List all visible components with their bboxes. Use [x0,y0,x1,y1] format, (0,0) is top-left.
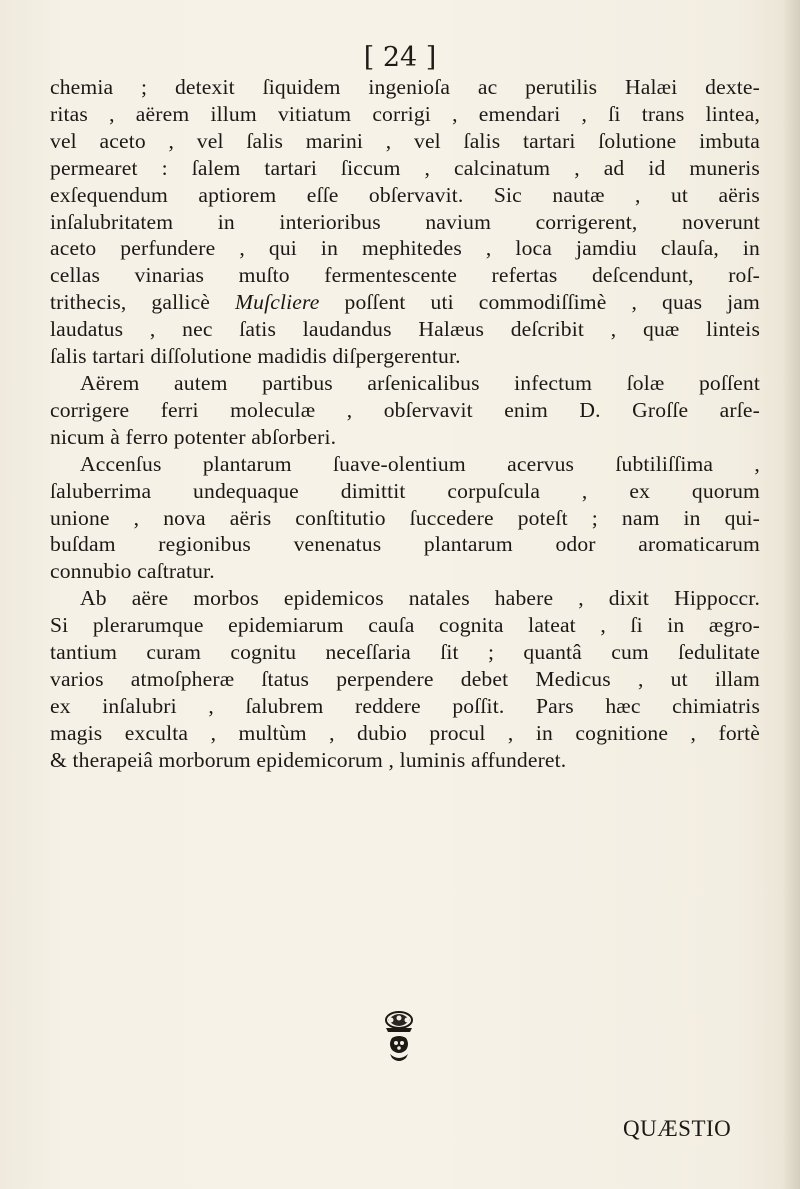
text-line: buſdam regionibus venenatus plantarum odor aromaticarum [50,532,760,557]
text-line: permearet : ſalem tartari ſiccum , calcinatum , ad id muneris [50,155,760,180]
text-line: Aërem autem partibus arſenicalibus infectum ſolæ poſſent [80,370,760,395]
text-line: exſequendum aptiorem eſſe obſervavit. Sic nautæ , ut aëris [50,182,760,207]
text-line: chemia ; detexit ſiquidem ingenioſa ac perutilis Halæi dexte- [50,75,760,99]
text-line: inſalubritatem in interioribus navium corrigerent, noverunt [50,209,760,234]
text-line: varios atmoſpheræ ſtatus perpendere debet Medicus , ut illam [50,666,760,691]
text-line: Si plerarumque epidemiarum cauſa cognita lateat , ſi in ægro- [50,613,760,638]
text-line: magis exculta , multùm , dubio procul , in cognitione , fortè [50,720,760,745]
text-line: Accenſus plantarum ſuave-olentium acervus ſubtiliſſima , [80,451,760,476]
text-line: corrigere ferri moleculæ , obſervavit enim D. Groſſe arſe- [50,397,760,422]
text-line: vel aceto , vel ſalis marini , vel ſalis tartari ſolutione imbuta [50,128,760,153]
text-line: ritas , aërem illum vitiatum corrigi , emendari , ſi trans lintea, [50,101,760,126]
text-segment: trithecis, gallicè [50,290,211,315]
text-line: Ab aëre morbos epidemicos natales habere , dixit Hippoccr. [80,586,760,611]
text-line-mixed [50,289,760,316]
text-line: unione , nova aëris conſtitutio ſuccedere poteſt ; nam in qui- [50,505,760,530]
text-line: connubio caſtratur. [50,559,215,584]
text-line: cellas vinarias muſto fermentescente refertas deſcendunt, roſ- [50,263,760,288]
text-line: ex inſalubri , ſalubrem reddere poſſit. Pars hæc chimiatris [50,693,760,718]
italic-word: Muſcliere [235,290,320,315]
floral-ornament-icon [382,1010,416,1064]
text-line: aceto perfundere , qui in mephitedes , loca jamdiu clauſa, in [50,236,760,261]
text-line: ſaluberrima undequaque dimittit corpuſcula , ex quorum [50,478,760,503]
text-line: & therapeiâ morborum epidemicorum , luminis affunderet. [50,747,567,772]
body-text [50,74,760,774]
text-line: laudatus , nec ſatis laudandus Halæus deſcribit , quæ linteis [50,317,760,342]
page-number: [ 24 ] [363,42,437,73]
page-edge-shadow [782,0,800,1189]
text-line: tantium curam cognitu neceſſaria ſit ; quantâ cum ſedulitate [50,640,760,665]
catchword: QUÆSTIO [623,1116,732,1141]
text-line: ſalis tartari diſſolutione madidis diſpergerentur. [50,344,461,369]
text-line: nicum à ferro potenter abſorberi. [50,424,337,449]
text-segment: poſſent uti commodiſſimè , quas jam [319,290,760,315]
